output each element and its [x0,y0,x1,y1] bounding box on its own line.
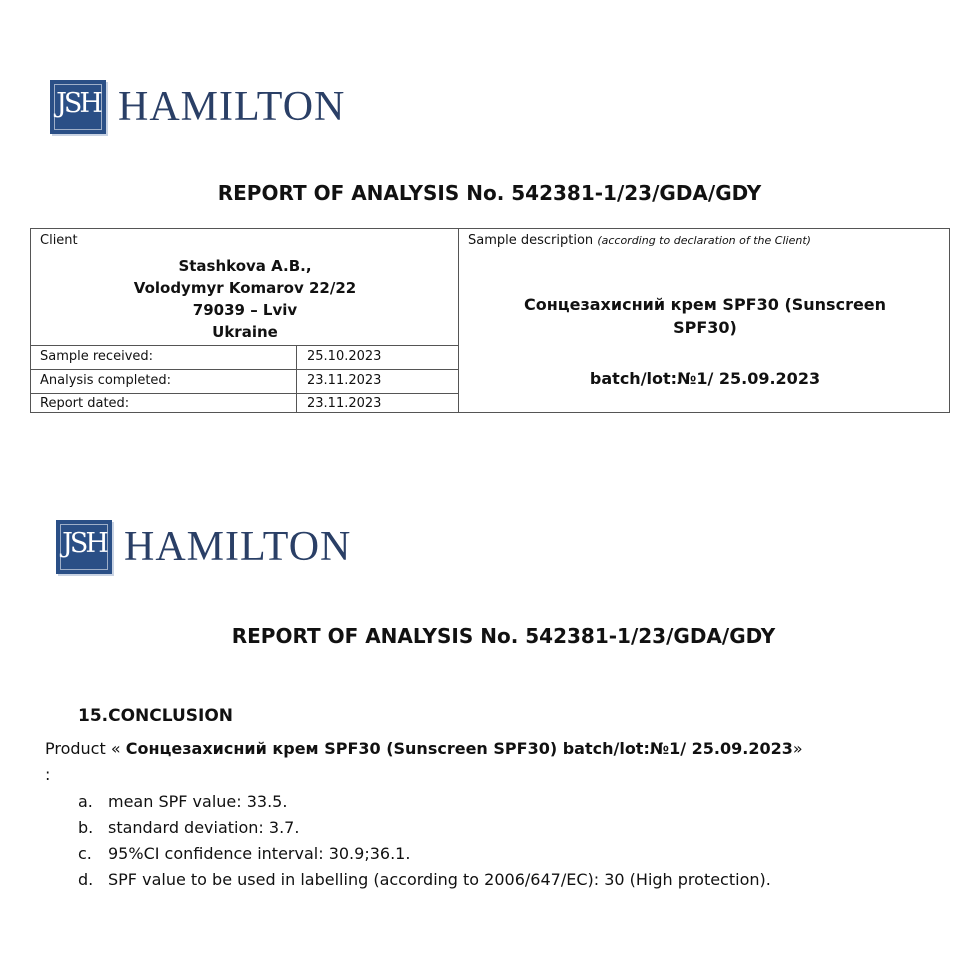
client-address [31,255,459,343]
report-title: REPORT OF ANALYSIS No. 542381-1/23/GDA/GDY [217,181,762,205]
hamilton-logo [50,80,345,134]
report-dated-label: Report dated: [40,396,130,411]
sample-received-label: Sample received: [40,349,154,364]
client-city: 79039 – Lviv [192,301,298,319]
report-dated-value: 23.11.2023 [307,396,382,411]
logo-mark [50,80,106,134]
sample-name-line-2: SPF30) [673,318,737,337]
client-name: Stashkova A.B., [178,257,312,275]
sample-description-note: (according to declaration of the Client) [597,234,811,247]
logo-monogram: JSH [62,528,106,559]
logo-mark [56,520,112,574]
conclusion-list [78,789,771,893]
logo-monogram: JSH [56,88,100,119]
list-item-text: standard deviation: 3.7. [108,818,300,837]
logo-wordmark: HAMILTON [118,84,346,130]
conclusion-heading: 15.CONCLUSION [78,706,234,726]
list-item-text: SPF value to be used in labelling (according to 2006/647/EC): 30 (High protection). [108,870,771,889]
sample-batch: batch/lot:№1/ 25.09.2023 [589,369,821,388]
list-item-letter: a. [78,792,93,811]
list-item [78,867,771,893]
product-suffix: » [792,739,803,758]
list-item [78,841,771,867]
list-item [78,815,771,841]
client-street: Volodymyr Komarov 22/22 [133,279,357,297]
analysis-completed-label: Analysis completed: [40,373,172,388]
logo-wordmark: HAMILTON [124,524,352,570]
list-item-letter: b. [78,818,94,837]
sample-name-line-1: Сонцезахисний крем SPF30 (Sunscreen [523,295,887,314]
client-country: Ukraine [212,323,278,341]
list-item [78,789,771,815]
analysis-completed-value: 23.11.2023 [307,373,382,388]
hamilton-logo-page-2 [56,520,351,574]
sample-received-value: 25.10.2023 [307,349,382,364]
report-title-page-2: REPORT OF ANALYSIS No. 542381-1/23/GDA/GDY [231,624,776,648]
client-label: Client [40,233,78,248]
list-item-text: 95%CI confidence interval: 30.9;36.1. [108,844,411,863]
product-name: Сонцезахисний крем SPF30 (Sunscreen SPF30) batch/lot:№1/ 25.09.2023 [125,739,793,758]
list-item-letter: d. [78,870,94,889]
list-item-text: mean SPF value: 33.5. [108,792,288,811]
sample-name [461,293,949,339]
list-item-letter: c. [78,844,92,863]
conclusion-product-line [45,739,803,758]
product-prefix: Product « [45,739,121,758]
report-info-table [30,228,950,413]
sample-description-label [468,233,811,248]
product-colon: : [45,765,51,784]
sample-description-title: Sample description [468,233,594,248]
